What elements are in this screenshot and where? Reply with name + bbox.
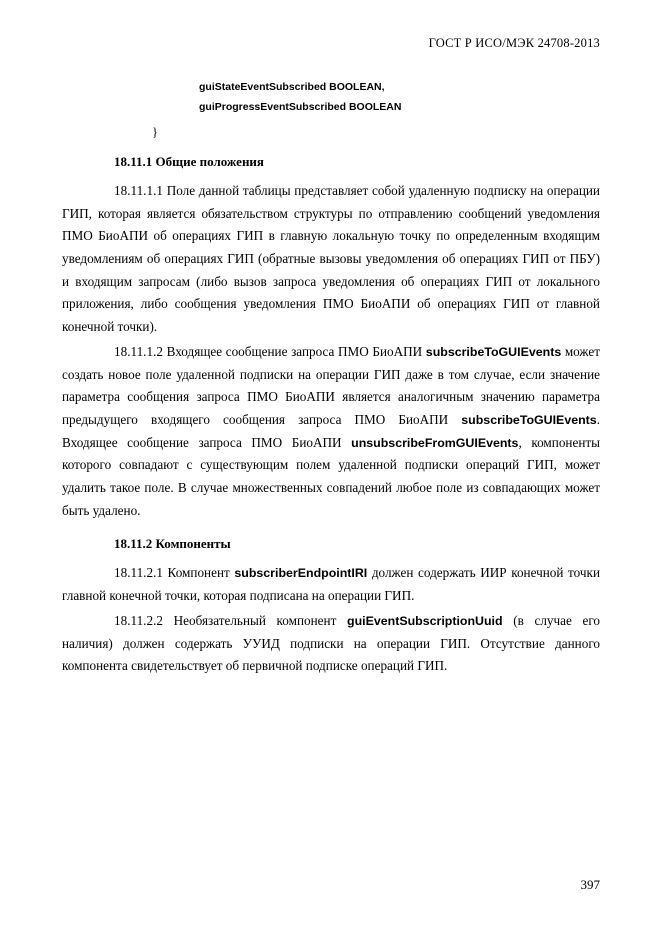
paragraph-text: 18.11.1.1 Поле данной таблицы представляет собой удаленную подписку на операции ГИП, которая является обязательством структуры по отправлению сообщений уведомления ПМО БиоАПИ об операциях ГИП в главную локальную точку по определенным входящим уведомлениям об операциях ГИП (обратные вызовы уведомления об операциях ГИП от ПБУ) и входящим запросам (либо вызов запроса уведомления об операциях ГИП от локального приложения, либо сообщения уведомления ПМО БиоАПИ об операциях ГИП от главной конечной точки). bbox=[62, 182, 600, 335]
inline-code-term: subscribeToGUIEvents bbox=[425, 344, 562, 359]
paragraph-18-11-2-2 bbox=[62, 610, 600, 678]
paragraph-18-11-2-1 bbox=[62, 562, 600, 607]
inline-code-term: subscriberEndpointIRI bbox=[234, 566, 368, 581]
paragraph-text: , компоненты которого совпадают с существующим полем удаленной подписки операций ГИП, может удалить такое поле. В случае множественных совпадений любое поле из совпадающих может быть удалено. bbox=[62, 434, 601, 518]
paragraph-18-11-1-1 bbox=[62, 180, 600, 339]
paragraph-text: должен содержать ИИР конечной точки главной конечной точки, которая подписана на операции ГИП. bbox=[62, 565, 600, 604]
page-number: 397 bbox=[580, 877, 600, 892]
paragraph-text: может создать новое поле удаленной подписки на операции ГИП даже в том случае, если значение параметра сообщения запроса ПМО БиоАПИ является аналогичным значению параметра предыдущего входящего сообщения запроса ПМО БиоАПИ bbox=[62, 343, 600, 427]
paragraph-text: (в случае его наличия) должен содержать УУИД подписки на операции ГИП. Отсутствие данного компонента свидетельствует об первичной подписке операций ГИП. bbox=[62, 612, 600, 674]
paragraph-text: 18.11.1.2 Входящее сообщение запроса ПМО БиоАПИ bbox=[114, 343, 426, 359]
inline-code-term: guiEventSubscriptionUuid bbox=[347, 613, 503, 628]
section-heading-18-11-1: 18.11.1 Общие положения bbox=[114, 153, 264, 169]
paragraph-text: 18.11.2.2 Необязательный компонент bbox=[114, 612, 347, 628]
inline-code-term: unsubscribeFromGUIEvents bbox=[351, 435, 519, 450]
paragraph-text: 18.11.2.1 Компонент bbox=[114, 565, 235, 581]
code-line-1: guiStateEventSubscribed BOOLEAN, bbox=[199, 81, 385, 93]
page-header bbox=[62, 36, 600, 51]
code-block bbox=[62, 77, 600, 118]
inline-code-term: subscribeToGUIEvents bbox=[461, 412, 597, 427]
code-line-2: guiProgressEventSubscribed BOOLEAN bbox=[199, 101, 402, 114]
code-closing-brace: } bbox=[152, 124, 158, 139]
standard-reference: ГОСТ Р ИСО/МЭК 24708-2013 bbox=[428, 36, 600, 50]
paragraph-text: . Входящее сообщение запроса ПМО БиоАПИ bbox=[62, 411, 600, 450]
section-heading-18-11-2: 18.11.2 Компоненты bbox=[114, 536, 231, 552]
paragraph-18-11-1-2 bbox=[62, 341, 600, 523]
